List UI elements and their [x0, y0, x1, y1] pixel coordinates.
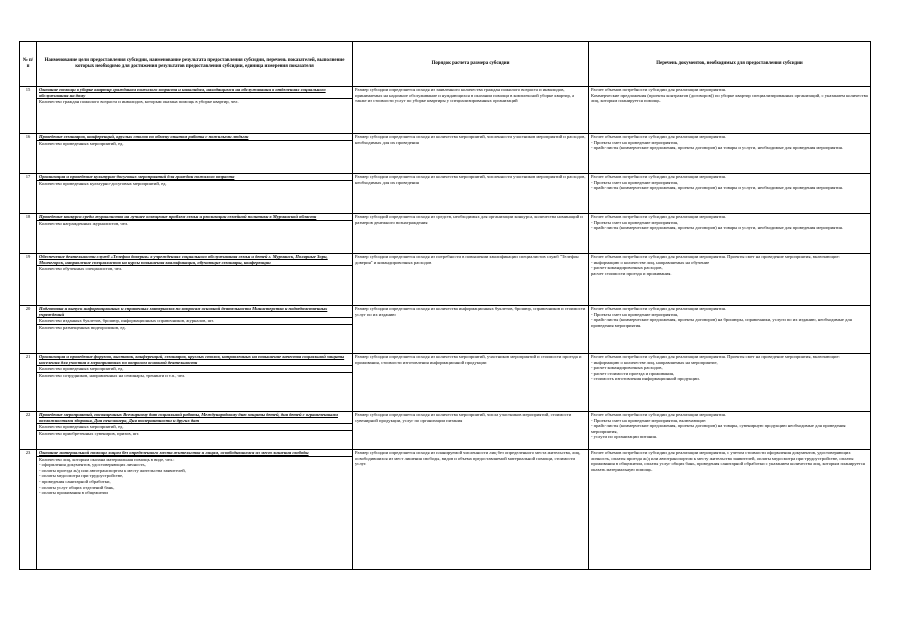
row-indicator: Количество граждан пожилого возраста и инвалидов, которым оказана помощь в уборке квартир, чел.	[37, 98, 352, 105]
row-goal-cell	[37, 134, 353, 174]
row-indicator: - оплаты медосмотра при трудоустройстве,	[39, 473, 124, 479]
row-calc-cell	[353, 306, 589, 354]
row-indicator: Количество сотрудников, направленных на семинары, тренинги и т.п., чел.	[37, 372, 352, 379]
subsidy-table	[19, 41, 871, 570]
row-doc-item: Расчет объемов потребности субсидии для реализации мероприятия. Проекты смет на проведение мероприятия, включающие:	[591, 354, 840, 359]
row-goal-title: Обеспечение деятельности служб «Телефон доверия» в учреждениях социального обслуживания семьи и детей г. Мурманск, Полярные Зори, Мончегорск, направление специалистов на курсы повышения квалификации, обучающие семинары, конференции	[39, 254, 328, 265]
row-goal-title: Подготовка и выпуск информационных и справочных материалов по вопросам основной деятельности Министерства и подведомственных учреждений	[39, 306, 328, 317]
table-row	[20, 306, 871, 354]
row-calc-cell	[353, 134, 589, 174]
row-goal-title: Проведение конкурса среди журналистов на лучшее освещение проблем семьи и реализации семейной политики в Мурманской области	[39, 214, 317, 219]
row-doc-item: Расчет объемов потребности субсидии для реализации мероприятия, с учетом стоимости оформления документов, удостоверяющих личность, оплаты проезда ж/д или автотранспортом к месту жительства заявителей, оплаты медосмотра при трудоустройстве, оплаты проживания в общежитии, оплаты услуг общих бань, проведения санитарной обработки с указанием количества лиц, которым планируется оказать материальную помощь.	[591, 450, 865, 472]
row-indicator: Количество проведенных культурно-досуговых мероприятий, ед.	[37, 180, 352, 187]
row-number: 17	[20, 174, 37, 214]
row-number: 20	[20, 306, 37, 354]
row-doc-item: - прайс-листы (коммерческие предложения, проекты договоров) на товары и услуги, необходимые для проведения мероприятия.	[591, 185, 844, 191]
row-doc-item: - Проекты смет на проведение мероприятия,	[591, 219, 679, 225]
header-docs: Перечень документов, необходимых для предоставления субсидии	[589, 42, 871, 87]
row-goal-cell	[37, 354, 353, 412]
row-docs-cell	[589, 306, 871, 354]
header-name: Наименование цели предоставления субсидии, наименование результата предоставления субсидии, перечень показателей, выполнение которых необходимо для достижения результатов предоставления субсидии, единица измерения показателя	[37, 42, 353, 87]
row-indicator: - оформления документов, удостоверяющих личность,	[39, 462, 146, 468]
row-doc-item: - прайс-листы (коммерческие предложения, проекты договоров) на брошюры, справочники, услуги по их изданию, необходимые для проведения мероприятия.	[591, 317, 852, 328]
row-doc-item: Расчет объемов потребности субсидии для реализации мероприятия.	[591, 214, 726, 219]
row-indicator: Количество проведенных мероприятий, ед.	[37, 140, 352, 147]
row-goal-title: Организация и проведение культурно-досуговых мероприятий для граждан пожилого возраста	[39, 174, 235, 179]
row-calc-text: Размер субсидии определяется исходя из планируемой численности лиц без определенного места жительства, лиц, освободившихся из мест лишения свободы, видов и объема предоставляемой материальной помощи, стоимости услуг.	[355, 450, 581, 467]
table-row	[20, 134, 871, 174]
row-docs-cell	[589, 134, 871, 174]
row-doc-item: - прайс-листы (коммерческие предложения, проекты договоров) на товары, сувенирную продукцию необходимые для проведения мероприятия,	[591, 423, 846, 434]
row-doc-item: Расчет объемов потребности субсидии для реализации мероприятия.	[591, 87, 726, 92]
row-indicator: Количество лиц, которым оказана материальная помощь в виде, чел.:	[37, 456, 352, 463]
row-indicator: - проведения санитарной обработки,	[39, 478, 111, 484]
row-doc-item: - услуги по организации питания.	[591, 434, 658, 440]
row-docs-cell	[589, 214, 871, 254]
row-doc-item: - информацию о количестве лиц, направляемых на обучение	[591, 259, 710, 265]
row-goal-title: Проведение семинаров, конференций, круглых столов по обмену опытом работы с пожилыми людьми	[39, 134, 249, 139]
table-row	[20, 87, 871, 134]
row-indicator: Количество проведенных мероприятий, ед.	[37, 423, 352, 430]
row-goal-cell	[37, 87, 353, 134]
row-number: 16	[20, 134, 37, 174]
table-header-row	[20, 42, 871, 87]
row-doc-item: расчет стоимости проезда и проживания.	[591, 270, 672, 276]
row-calc-cell	[353, 87, 589, 134]
row-goal-cell	[37, 254, 353, 306]
row-doc-item: - Проекты смет на проведение мероприятия, включающие:	[591, 417, 707, 423]
row-indicator: Количество приобретенных сувениров, призов, шт.	[37, 430, 352, 437]
row-goal-title: Проведение мероприятий, посвященных Всемирному дню социальной работы, Международному дню защиты детей, дня детей с ограниченными возможностями здоровья, Дня пенсионера, Дня толерантности и других дат	[39, 412, 338, 423]
row-calc-text: Размер субсидии определяется исходя из потребности в повышении квалификации специалистов служб "Телефон доверия" и командировочных расходов	[355, 254, 579, 265]
row-calc-text: Размер субсидии определяется исходя из количества мероприятий, численности участников мероприятий и расходов, необходимых для их проведения	[355, 174, 586, 185]
row-goal-cell	[37, 450, 353, 570]
row-calc-text: Размер субсидий определяется исходя из средств, необходимых для организации конкурса, количества номинаций и размеров денежного вознаграждения	[355, 214, 583, 225]
row-doc-item: Расчет объемов потребности субсидии для реализации мероприятия.	[591, 306, 726, 311]
row-doc-item: - расчет командировочных расходов,	[591, 365, 663, 371]
row-calc-text: Размер субсидии определяется исходя из количества мероприятий, участников мероприятий и стоимости проезда и проживания, стоимости изготовления информационной продукции	[355, 354, 582, 365]
row-doc-item: - Проекты смет на проведение мероприятия,	[591, 139, 679, 145]
row-docs-cell	[589, 254, 871, 306]
row-goal-title: Оказание помощи в уборке квартир гражданам пожилого возраста и инвалидам, находящимся на обслуживании в отделениях социального обслуживания на дому	[39, 87, 326, 98]
table-row	[20, 214, 871, 254]
row-doc-item: - расчет стоимости проезда и проживания,	[591, 370, 675, 376]
row-indicator: Количество изданных буклетов, брошюр, информационных справочников, журналов, шт.	[37, 317, 352, 324]
row-docs-cell	[589, 450, 871, 570]
row-goal-title: Организация и проведение форумов, выставок, конференций, семинаров, круглых столов, направленных на повышение качества социальной защиты населения для участия в мероприятиях по вопросам основной деятельности	[39, 354, 345, 365]
row-indicator: - оплаты проезда ж/д или автотранспортом к месту жительства заявителей,	[39, 467, 186, 473]
row-doc-item: Расчет объемов потребности субсидии для реализации мероприятия.	[591, 134, 726, 139]
row-indicator: Количество награжденных журналистов, чел.	[37, 220, 352, 227]
row-doc-item: - Проекты смет на проведение мероприятия,	[591, 179, 679, 185]
row-doc-item: - стоимость изготовления информационной продукции.	[591, 376, 700, 382]
row-number: 19	[20, 254, 37, 306]
row-goal-title: Оказание материальной помощи лицам без определенного места жительства и лицам, освободившимся из мест лишения свободы	[39, 450, 309, 455]
row-calc-cell	[353, 412, 589, 450]
table-row	[20, 354, 871, 412]
row-calc-text: Размер субсидии определяется исходя из количества мероприятий, числа участников мероприятий, стоимости сувенирной продукции, услуг по организации питания	[355, 412, 572, 423]
header-num: № п/п	[20, 42, 37, 87]
row-indicator: Количество проведенных мероприятий, ед.	[37, 365, 352, 372]
row-calc-cell	[353, 354, 589, 412]
row-doc-item: - Проекты смет на проведение мероприятия,	[591, 311, 679, 317]
row-goal-cell	[37, 306, 353, 354]
table-row	[20, 412, 871, 450]
header-calc: Порядок расчета размера субсидии	[353, 42, 589, 87]
row-indicator: Количество обученных специалистов, чел.	[37, 265, 352, 272]
row-calc-cell	[353, 174, 589, 214]
row-number: 15	[20, 87, 37, 134]
row-number: 21	[20, 354, 37, 412]
row-doc-item: Расчет объемов потребности субсидии для реализации мероприятия.	[591, 174, 726, 179]
table-body	[20, 87, 871, 570]
row-indicator: - оплаты услуг общих отделений бань,	[39, 484, 115, 490]
row-doc-item: Расчет объемов потребности субсидии для реализации мероприятия.	[591, 412, 726, 417]
row-doc-item: - прайс-листы (коммерческие предложения, проекты договоров) на товары и услуги, необходимые для проведения мероприятия.	[591, 145, 844, 151]
row-docs-cell	[589, 87, 871, 134]
row-docs-cell	[589, 412, 871, 450]
row-doc-item: Коммерческие предложения (проекты контрактов (договоров)) по уборке квартир специализированных организаций, с указанием количества лиц, которым планируется помощь.	[591, 92, 868, 104]
row-calc-text: Размер субсидии определяется исходя из количества мероприятий, численности участников мероприятий и расходов, необходимых для их проведения	[355, 134, 586, 145]
row-calc-text: Размер субсидии определяется исходя из заявленного количества граждан пожилого возраста и инвалидов, принимаемых на надомное обслуживание и нуждающихся в оказании помощи в комплексной уборке квартир, а также из стоимости услуг по уборке квартиры у специализированных организаций	[355, 87, 575, 104]
row-number: 23	[20, 450, 37, 570]
row-doc-item: Расчет объемов потребности субсидии для реализации мероприятия. Проекты смет на проведение мероприятия, включающие:	[591, 254, 840, 259]
row-calc-cell	[353, 254, 589, 306]
row-number: 22	[20, 412, 37, 450]
row-goal-cell	[37, 214, 353, 254]
row-doc-item: - прайс-листы (коммерческие предложения, проекты договоров) на товары и услуги, необходимые для проведения мероприятия.	[591, 225, 844, 231]
row-goal-cell	[37, 174, 353, 214]
row-docs-cell	[589, 174, 871, 214]
table-row	[20, 254, 871, 306]
row-calc-cell	[353, 214, 589, 254]
row-calc-cell	[353, 450, 589, 570]
row-indicator: Количество размещенных видеороликов, ед.	[37, 324, 352, 331]
row-calc-text: Размер субсидии определяется исходя из количества информационных буклетов, брошюр, справочников и стоимости услуг по их изданию	[355, 306, 586, 317]
row-doc-item: - расчет командировочных расходов,	[591, 265, 663, 271]
row-goal-cell	[37, 412, 353, 450]
table-row	[20, 174, 871, 214]
table-row	[20, 450, 871, 570]
row-doc-item: - информацию о количестве лиц, направляемых на мероприятие,	[591, 359, 718, 365]
row-docs-cell	[589, 354, 871, 412]
row-number: 18	[20, 214, 37, 254]
row-indicator: - оплаты проживания в общежитии	[39, 490, 108, 496]
